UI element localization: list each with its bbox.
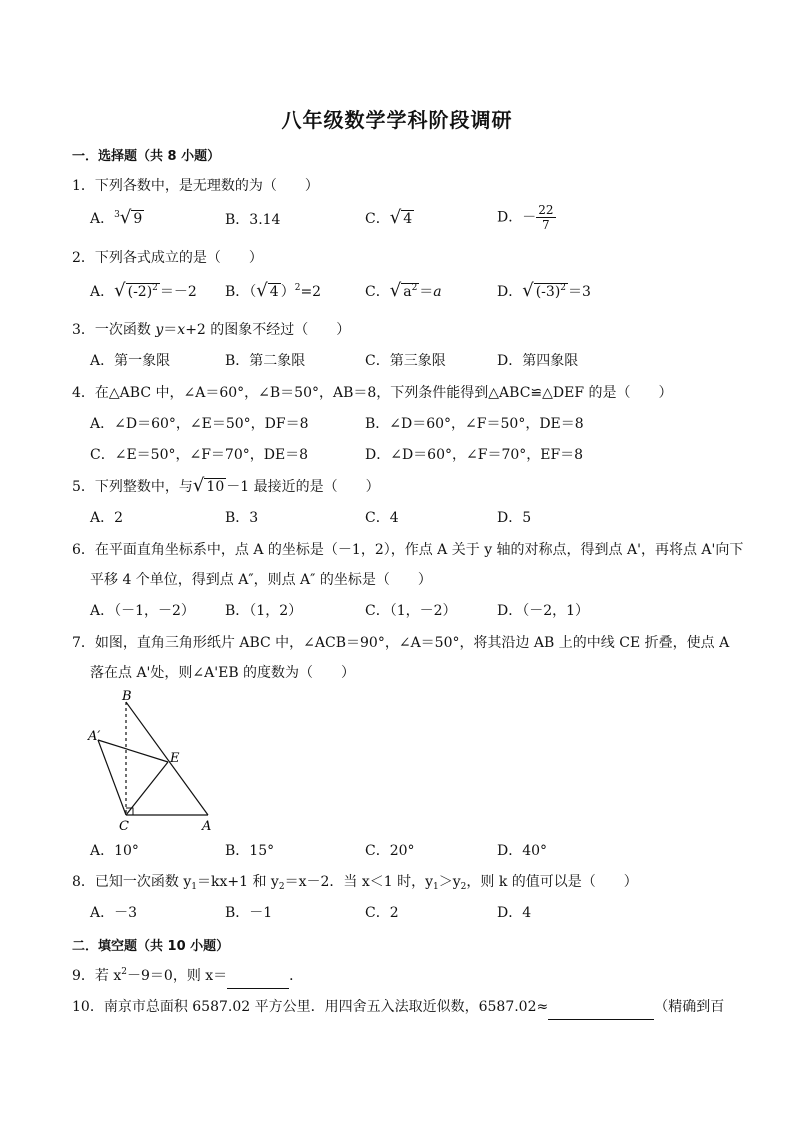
question-5-option-d: D．5 bbox=[497, 510, 532, 526]
question-5-stem: 5．下列整数中，与√ 10 －1 最接近的是（ ） bbox=[72, 475, 380, 496]
square-root: √ 4 bbox=[389, 207, 413, 228]
triangle-figure bbox=[84, 690, 224, 835]
question-2-option-c: C．√ $a^2 =a$ bbox=[365, 280, 442, 301]
label-A-prime: A′ bbox=[88, 729, 101, 744]
question-2-option-b: B．（√ 4 ）$^2$=2 bbox=[225, 280, 322, 301]
question-6-option-c: C．（1，－2） bbox=[365, 603, 457, 619]
question-7-option-b: B．15° bbox=[225, 843, 275, 859]
square-root: √ $(-3)^2$ bbox=[522, 280, 567, 301]
question-4-option-d: D．∠D＝60°，∠F＝70°，EF＝8 bbox=[365, 447, 584, 463]
question-1-option-d: D．－ $\frac{22}{7}$ bbox=[497, 203, 554, 232]
question-2-option-d: D．√ $(-3)^2 =3$ bbox=[497, 280, 591, 301]
question-10: 10．南京市总面积 6587.02 平方公里．用四舍五入法取近似数，6587.02≈ （精确到百 bbox=[72, 997, 724, 1020]
segment-ApE bbox=[98, 740, 168, 762]
fraction: $\frac{22}{7}$ bbox=[538, 203, 554, 232]
label-B: B bbox=[122, 690, 132, 704]
question-1-option-c: C．√ 4 bbox=[365, 207, 413, 228]
question-3-stem: 3．一次函数 y＝x+2 的图象不经过（ ） bbox=[72, 322, 351, 338]
radicand: $(-3)^2$ bbox=[535, 283, 567, 300]
section-fill-heading: 二．填空题（共 10 小题） bbox=[72, 939, 230, 954]
segment-BA bbox=[126, 702, 208, 815]
question-5-option-b: B．3 bbox=[225, 510, 259, 526]
question-4-stem: 4．在△ABC 中，∠A＝60°，∠B＝50°，AB＝8，下列条件能得到△ABC≌△DEF 的是（ ） bbox=[72, 385, 673, 401]
segment-CE bbox=[126, 762, 168, 815]
question-2-stem: 2．下列各式成立的是（ ） bbox=[72, 250, 263, 266]
question-3-option-c: C．第三象限 bbox=[365, 353, 446, 369]
question-5-option-a: A．2 bbox=[90, 510, 124, 526]
question-4-option-c: C．∠E＝50°，∠F＝70°，DE＝8 bbox=[90, 447, 309, 463]
square-root: √ 10 bbox=[192, 475, 225, 496]
question-8-option-a: A．－3 bbox=[90, 905, 138, 921]
question-4-option-a: A．∠D＝60°，∠E＝50°，DF＝8 bbox=[90, 416, 309, 432]
label-A: A bbox=[202, 819, 212, 834]
square-root: √ $(-2)^2$ bbox=[114, 280, 158, 301]
question-7-line-2: 落在点 A'处，则∠A'EB 的度数为（ ） bbox=[90, 665, 356, 681]
cube-root: √ 9 bbox=[119, 207, 143, 228]
answer-blank[interactable] bbox=[548, 999, 654, 1020]
question-8-option-d: D．4 bbox=[497, 905, 532, 921]
question-6-option-d: D．（－2，1） bbox=[497, 603, 590, 619]
section-choice-heading: 一．选择题（共 8 小题） bbox=[72, 149, 221, 164]
question-9: 9．若 $x^2-9=0$，则 x＝ ． bbox=[72, 966, 303, 989]
question-6-option-a: A．（－1，－2） bbox=[90, 603, 195, 619]
question-7-option-a: A．10° bbox=[90, 843, 139, 859]
segment-ApC bbox=[98, 740, 126, 815]
radicand: $a^2$ bbox=[403, 283, 418, 300]
question-3-option-a: A．第一象限 bbox=[90, 353, 171, 369]
square-root: √ $a^2$ bbox=[389, 280, 418, 301]
label-C: C bbox=[119, 819, 129, 834]
question-7-line-1: 7．如图，直角三角形纸片 ABC 中，∠ACB＝90°，∠A＝50°，将其沿边 AB 上的中线 CE 折叠，使点 A bbox=[72, 635, 730, 651]
question-8-stem: 8．已知一次函数 $y_1=kx+1$ 和 $y_2=x-2$．当 x＜1 时，$y_1>y_2$，则 k 的值可以是（ ） bbox=[72, 874, 638, 892]
question-2-option-a: A．√ $(-2)^2 =-2$ bbox=[90, 280, 197, 301]
question-1-stem: 1．下列各数中，是无理数的为（ ） bbox=[72, 178, 319, 194]
question-6-line-1: 6．在平面直角坐标系中，点 A 的坐标是（－1，2），作点 A 关于 y 轴的对称点，得到点 A'，再将点 A'向下 bbox=[72, 542, 744, 558]
question-6-option-b: B．（1，2） bbox=[225, 603, 303, 619]
question-6-line-2: 平移 4 个单位，得到点 A″，则点 A″ 的坐标是（ ） bbox=[90, 572, 432, 588]
square-root: √ 4 bbox=[256, 280, 279, 301]
answer-blank[interactable] bbox=[227, 968, 289, 989]
question-8-option-c: C．2 bbox=[365, 905, 399, 921]
page-title: 八年级数学学科阶段调研 bbox=[281, 108, 513, 132]
question-3-option-b: B．第二象限 bbox=[225, 353, 306, 369]
question-8-option-b: B．－1 bbox=[225, 905, 273, 921]
radicand: $(-2)^2$ bbox=[127, 283, 158, 300]
question-5-option-c: C．4 bbox=[365, 510, 399, 526]
question-7-option-d: D．40° bbox=[497, 843, 548, 859]
question-4-option-b: B．∠D＝60°，∠F＝50°，DE＝8 bbox=[365, 416, 584, 432]
question-1-option-a: A．$^3$√ 9 bbox=[90, 207, 143, 228]
question-1-option-b: B．3.14 bbox=[225, 212, 281, 228]
label-E: E bbox=[170, 751, 180, 766]
question-3-option-d: D．第四象限 bbox=[497, 353, 579, 369]
question-7-option-c: C．20° bbox=[365, 843, 415, 859]
